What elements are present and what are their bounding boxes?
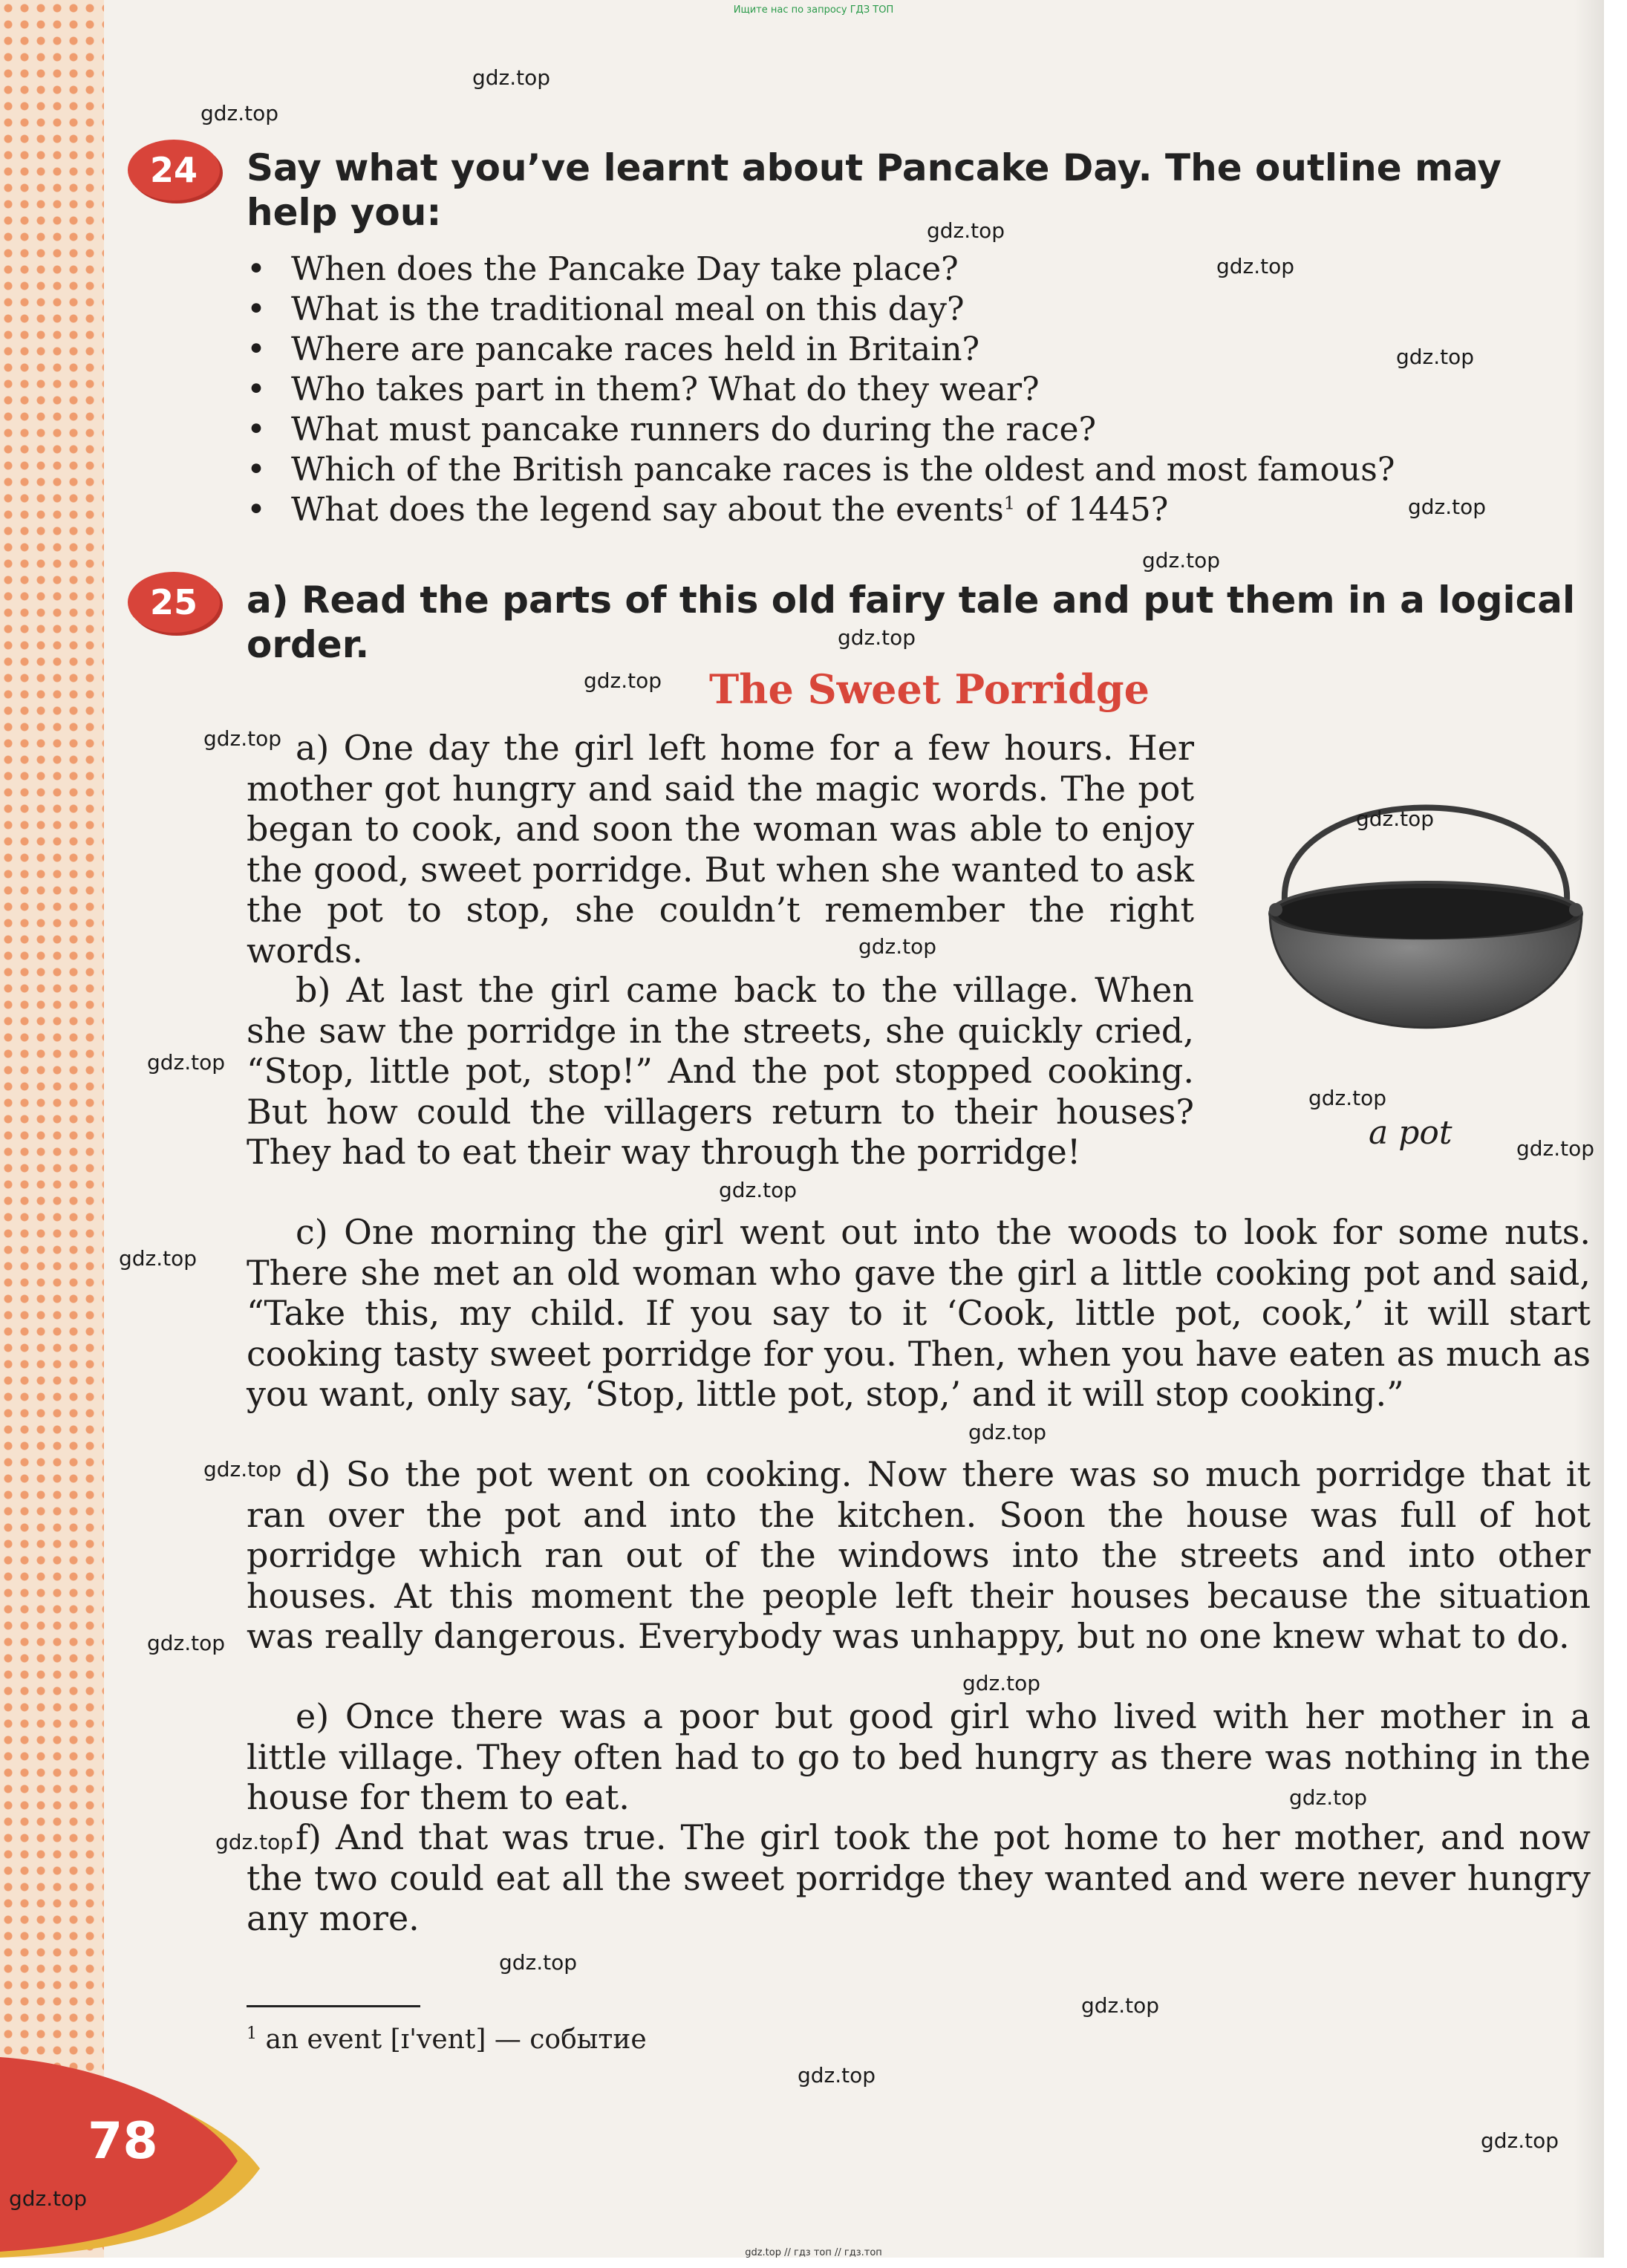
story-part-b: b) At last the girl came back to the village. When she saw the porridge in the streets, she quickly cried, “Stop, little pot, stop!” And the pot stopped cooking. But how could the villagers return to their houses? They had to eat their way through the porridge! bbox=[247, 970, 1194, 1172]
task-25-badge: 25 bbox=[128, 572, 220, 633]
watermark: gdz.top bbox=[203, 726, 282, 751]
watermark: gdz.top bbox=[968, 1420, 1047, 1444]
question-text-end: of 1445? bbox=[1015, 491, 1169, 529]
watermark: gdz.top bbox=[1396, 345, 1475, 369]
footnote-divider bbox=[247, 2005, 420, 2007]
outline-question: • Who takes part in them? What do they wear? bbox=[247, 370, 1598, 410]
watermark: gdz.top bbox=[147, 1050, 226, 1075]
story-part-f: f) And that was true. The girl took the pot home to her mother, and now the two could eat all the sweet porridge they wanted and were never hungry any more. bbox=[247, 1817, 1591, 1938]
watermark: gdz.top bbox=[200, 101, 279, 126]
outline-question: • What must pancake runners do during the race? bbox=[247, 410, 1598, 450]
bottom-banner: gdz.top // гдз топ // гдз.топ bbox=[745, 2247, 882, 2258]
watermark: gdz.top bbox=[962, 1671, 1041, 1695]
watermark: gdz.top bbox=[1216, 254, 1295, 278]
top-banner: Ищите нас по запросу ГДЗ ТОП bbox=[733, 4, 894, 16]
watermark: gdz.top bbox=[119, 1246, 198, 1271]
story-part-d: d) So the pot went on cooking. Now there was so much porridge that it ran over the pot and into the kitchen. Soon the house was full of hot porridge which ran out of the windows into the streets and into other houses. At this moment the people left their houses because the situation was really dangerous. Everybody was unhappy, but no one knew what to do. bbox=[247, 1454, 1591, 1656]
watermark: gdz.top bbox=[858, 934, 937, 959]
watermark: gdz.top bbox=[1516, 1136, 1595, 1161]
watermark: gdz.top bbox=[9, 2186, 88, 2211]
watermark: gdz.top bbox=[499, 1950, 578, 1975]
pancake-day-outline bbox=[247, 250, 1598, 530]
watermark: gdz.top bbox=[203, 1457, 282, 1482]
watermark: gdz.top bbox=[1356, 806, 1435, 831]
task-25-title: a) Read the parts of this old fairy tale and put them in a logical order. bbox=[247, 579, 1576, 666]
outline-question: • Which of the British pancake races is the oldest and most famous? bbox=[247, 450, 1598, 490]
watermark: gdz.top bbox=[584, 668, 662, 693]
watermark: gdz.top bbox=[927, 218, 1005, 243]
task-24-badge: 24 bbox=[128, 140, 220, 201]
page-number: 78 bbox=[88, 2112, 158, 2171]
watermark: gdz.top bbox=[1308, 1086, 1387, 1110]
watermark: gdz.top bbox=[1142, 548, 1221, 573]
outline-question: • When does the Pancake Day take place? bbox=[247, 250, 1598, 290]
decorative-dot-band bbox=[0, 0, 104, 2258]
watermark: gdz.top bbox=[1081, 1993, 1160, 2018]
footnote-mark: 1 bbox=[247, 2024, 257, 2043]
pot-caption: a pot bbox=[1369, 1114, 1452, 1152]
watermark: gdz.top bbox=[838, 625, 916, 650]
outline-question: • What is the traditional meal on this day? bbox=[247, 290, 1598, 330]
footnote bbox=[247, 2024, 647, 2055]
watermark: gdz.top bbox=[215, 1830, 294, 1854]
footnote-text: an event [ɪ'vent] — событие bbox=[257, 2024, 647, 2055]
watermark: gdz.top bbox=[147, 1631, 226, 1655]
story-title: The Sweet Porridge bbox=[709, 665, 1150, 713]
outline-question bbox=[247, 490, 1598, 530]
footnote-mark: 1 bbox=[1003, 492, 1015, 514]
story-part-c: c) One morning the girl went out into the woods to look for some nuts. There she met an old woman who gave the girl a little cooking pot and said, “Take this, my child. If you say to it ‘Cook, little pot, cook,’ it will start cooking tasty sweet porridge for you. Then, when you have eaten as much as you want, only say, ‘Stop, little pot, stop,’ and it will stop cooking.” bbox=[247, 1212, 1591, 1414]
task-24-title: Say what you’ve learnt about Pancake Day. The outline may help you: bbox=[247, 146, 1502, 234]
story-part-e: e) Once there was a poor but good girl who lived with her mother in a little village. They often had to go to bed hungry as there was nothing in the house for them to eat. bbox=[247, 1696, 1591, 1817]
watermark: gdz.top bbox=[472, 65, 551, 90]
question-text: What does the legend say about the events bbox=[291, 491, 1004, 529]
story-part-a: a) One day the girl left home for a few hours. Her mother got hungry and said the magic words. The pot began to cook, and soon the woman was able to enjoy the good, sweet porridge. But when she wanted to ask the pot to stop, she couldn’t remember the right words. bbox=[247, 728, 1194, 971]
watermark: gdz.top bbox=[719, 1178, 798, 1202]
watermark: gdz.top bbox=[798, 2063, 876, 2088]
outline-question: • Where are pancake races held in Britain? bbox=[247, 330, 1598, 370]
watermark: gdz.top bbox=[1289, 1785, 1368, 1810]
watermark: gdz.top bbox=[1408, 495, 1487, 519]
watermark: gdz.top bbox=[1481, 2128, 1559, 2153]
